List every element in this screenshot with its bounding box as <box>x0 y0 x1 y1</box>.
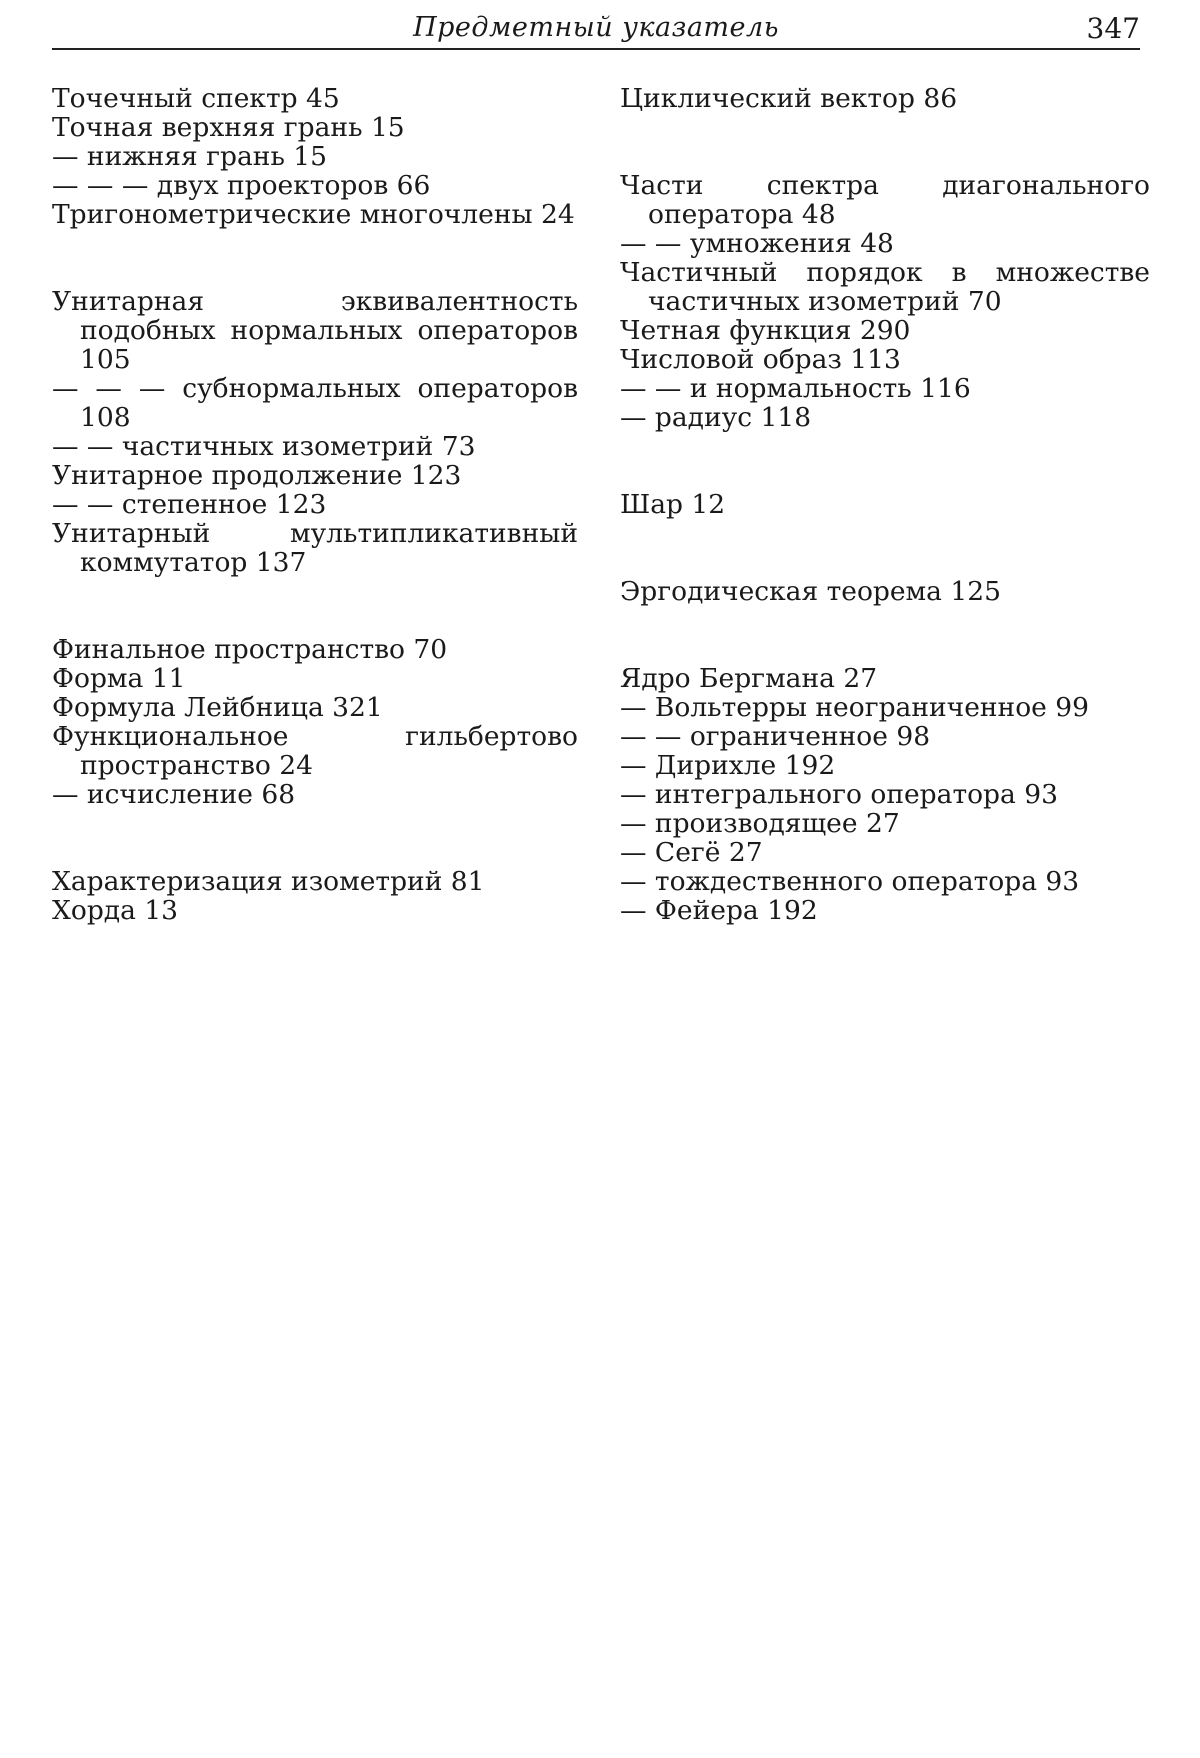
running-header <box>52 10 1140 50</box>
index-group-t <box>52 84 578 229</box>
running-title: Предметный указатель <box>413 12 779 43</box>
index-group-f <box>52 635 578 809</box>
index-entry: — интегрального оператора 93 <box>620 779 1058 810</box>
index-entry: — нижняя грань 15 <box>52 141 328 172</box>
index-entry: Формула Лейбница 321 <box>52 692 383 723</box>
index-entry: Тригонометрические многочлены 24 <box>52 199 575 230</box>
index-group-u <box>52 287 578 577</box>
index-entry: Характеризация изометрий 81 <box>52 866 485 897</box>
index-group-e <box>620 577 1150 606</box>
index-entry: — — и нормальность 116 <box>620 373 971 404</box>
index-entry: Эргодическая теорема 125 <box>620 576 1001 607</box>
index-group-ts <box>620 84 1150 113</box>
index-column-left <box>52 84 578 983</box>
index-entry: Циклический вектор 86 <box>620 83 958 114</box>
index-entry: Части спектра диагонального оператора 48 <box>620 170 1150 230</box>
index-entry: Шар 12 <box>620 489 726 520</box>
index-entry: Точечный спектр 45 <box>52 83 340 114</box>
index-entry: Функциональное гильбертово пространство 24 <box>52 721 578 781</box>
index-entry: — Сегё 27 <box>620 837 763 868</box>
index-entry: Точная верхняя грань 15 <box>52 112 405 143</box>
index-entry: Финальное пространство 70 <box>52 634 448 665</box>
index-entry: — Дирихле 192 <box>620 750 836 781</box>
index-entry: Числовой образ 113 <box>620 344 901 375</box>
index-group-kh <box>52 867 578 925</box>
index-entry: — радиус 118 <box>620 402 812 433</box>
index-entry: — производящее 27 <box>620 808 900 839</box>
index-entry: — — степенное 123 <box>52 489 327 520</box>
index-entry: Унитарная эквивалентность подобных нормальных операторов 105 <box>52 286 578 375</box>
index-entry: Четная функция 290 <box>620 315 911 346</box>
index-entry: Унитарный мультипликативный коммутатор 137 <box>52 518 578 578</box>
index-entry: — исчисление 68 <box>52 779 296 810</box>
index-entry: — тождественного оператора 93 <box>620 866 1080 897</box>
index-group-ya <box>620 664 1150 925</box>
index-entry: — — частичных изометрий 73 <box>52 431 476 462</box>
index-entry: — — ограниченное 98 <box>620 721 931 752</box>
index-entry: — Фейера 192 <box>620 895 818 926</box>
index-group-ch <box>620 171 1150 432</box>
index-entry: Ядро Бергмана 27 <box>620 663 878 694</box>
index-entry: Хорда 13 <box>52 895 179 926</box>
index-entry: — Вольтерры неограниченное 99 <box>620 692 1089 723</box>
index-entry: Частичный порядок в множестве частичных изометрий 70 <box>620 257 1150 317</box>
page-number: 347 <box>1086 12 1140 45</box>
index-entry: Унитарное продолжение 123 <box>52 460 462 491</box>
index-entry: — — — двух проекторов 66 <box>52 170 431 201</box>
index-entry: — — умножения 48 <box>620 228 894 259</box>
index-entry: — — — субнормальных операторов 108 <box>52 373 578 433</box>
index-column-right <box>620 84 1150 983</box>
index-entry: Форма 11 <box>52 663 186 694</box>
index-group-sh <box>620 490 1150 519</box>
